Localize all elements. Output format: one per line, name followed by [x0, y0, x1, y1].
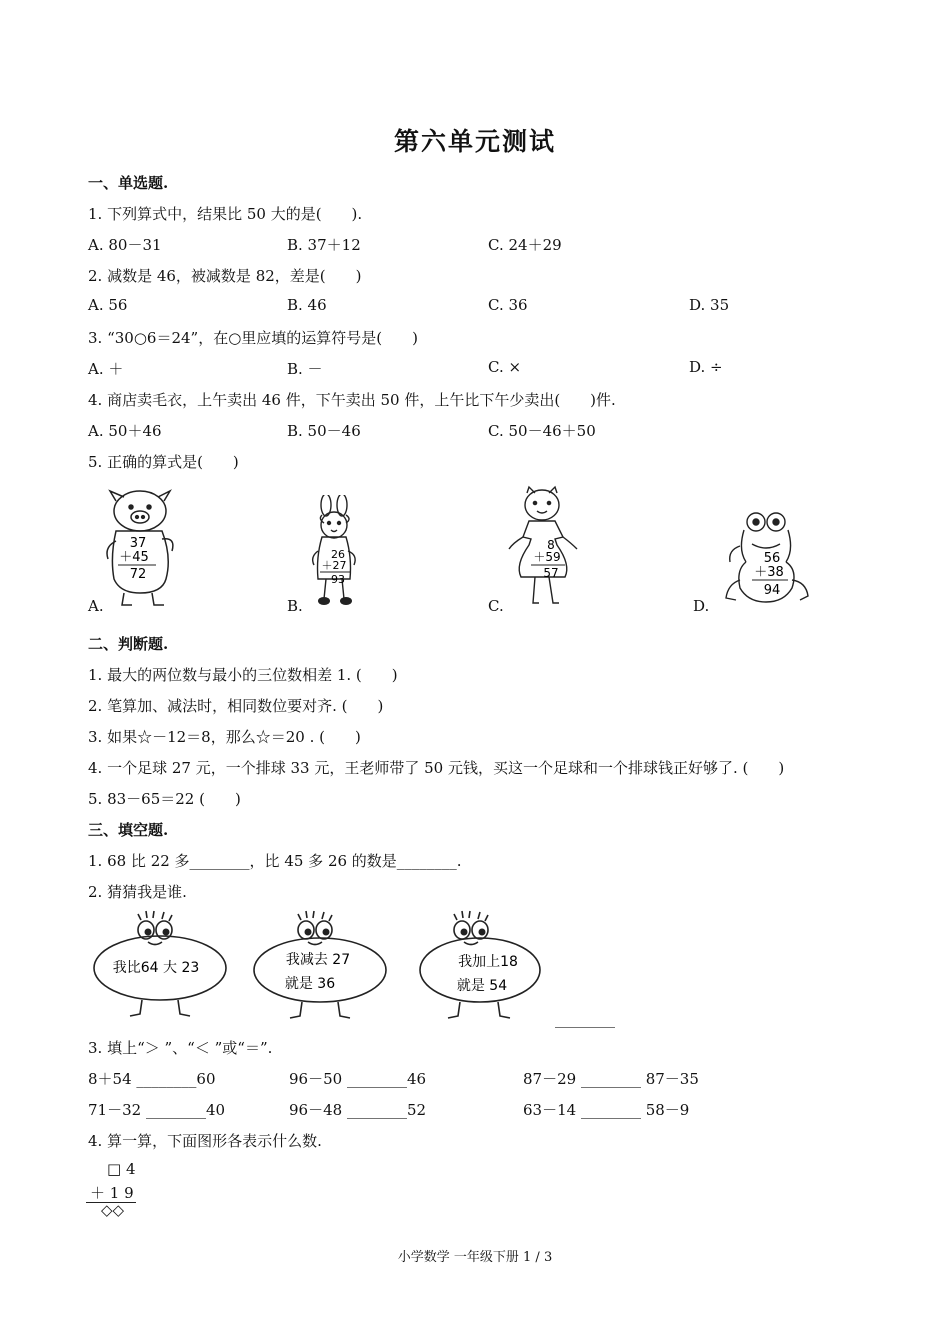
cat-bottom-number: ＋59	[533, 550, 561, 564]
rabbit-illustration	[306, 495, 366, 609]
tf-question-4: 4. 一个足球 27 元，一个排球 33 元，王老师带了 50 元钱，买这一个足球和一个排球钱正好够了. ( )	[88, 759, 785, 777]
mc-q3-option-c: C. ×	[488, 358, 522, 376]
frog-bottom-number: ＋38	[754, 565, 784, 580]
vertical-addition-addend: ＋ 1 9	[90, 1184, 134, 1202]
compare-item-2: 96－50 ________46	[289, 1070, 427, 1088]
mc-q2-option-a: A. 56	[88, 296, 128, 314]
answer-blank[interactable]: ________	[555, 1010, 615, 1028]
mc-q2-option-d: D. 35	[689, 296, 730, 314]
mc-question-5: 5. 正确的算式是( )	[88, 453, 239, 471]
mc-q1-option-a: A. 80－31	[88, 236, 162, 254]
pig-illustration	[100, 487, 180, 609]
egg-3-line-2: 就是 54	[456, 978, 508, 994]
mc-q3-option-d: D. ÷	[689, 358, 723, 376]
compare-item-4: 71－32 ________40	[88, 1101, 226, 1119]
page-footer: 小学数学 一年级下册 1 / 3	[397, 1250, 553, 1265]
rabbit-bottom-number: ＋27	[321, 559, 347, 572]
mc-q4-option-b: B. 50－46	[287, 422, 361, 440]
mc-q5-option-d: D.	[693, 597, 710, 615]
rabbit-top-number: 26	[331, 548, 345, 561]
tf-question-2: 2. 笔算加、减法时，相同数位要对齐. ( )	[88, 697, 384, 715]
mc-q1-option-c: C. 24＋29	[488, 236, 562, 254]
egg-1-line-1: 我比64 大 23	[112, 960, 200, 976]
mc-q4-option-a: A. 50＋46	[88, 422, 162, 440]
egg-character-2	[248, 906, 398, 1024]
egg-character-3	[414, 906, 564, 1024]
mc-q2-option-c: C. 36	[488, 296, 528, 314]
mc-question-1: 1. 下列算式中，结果比 50 大的是( ).	[88, 205, 363, 223]
frog-illustration	[722, 510, 822, 610]
mc-q5-option-b: B.	[287, 597, 303, 615]
compare-item-3: 87－29 ________ 87－35	[523, 1070, 699, 1088]
mc-q5-option-a: A.	[88, 597, 104, 615]
mc-question-2: 2. 减数是 46，被减数是 82，差是( )	[88, 267, 362, 285]
mc-q5-option-c: C.	[488, 597, 504, 615]
mc-q1-option-b: B. 37＋12	[287, 236, 361, 254]
rabbit-result-number: 93	[331, 573, 345, 586]
compare-item-6: 63－14 ________ 58－9	[523, 1101, 690, 1119]
egg-3-line-1: 我加上18	[458, 954, 518, 970]
egg-2-line-2: 就是 36	[284, 976, 336, 992]
compare-item-5: 96－48 ________52	[289, 1101, 427, 1119]
fill-question-1: 1. 68 比 22 多________，比 45 多 26 的数是________.	[88, 852, 462, 870]
pig-result-number: 72	[129, 567, 147, 582]
section-heading-fill-in: 三、填空题.	[88, 821, 169, 839]
vertical-addition-result: ◇◇	[101, 1201, 125, 1219]
tf-question-1: 1. 最大的两位数与最小的三位数相差 1. ( )	[88, 666, 398, 684]
mc-q3-option-b: B. －	[287, 360, 323, 378]
cat-result-number: 57	[543, 566, 559, 580]
section-heading-true-false: 二、判断题.	[88, 635, 169, 653]
compare-item-1: 8＋54 ________60	[88, 1070, 216, 1088]
pig-bottom-number: ＋45	[119, 550, 149, 565]
mc-q4-option-c: C. 50－46＋50	[488, 422, 596, 440]
frog-top-number: 56	[763, 551, 781, 566]
tf-question-3: 3. 如果☆－12＝8，那么☆＝20 . ( )	[88, 728, 361, 746]
egg-character-1	[86, 906, 236, 1024]
fill-question-3: 3. 填上“＞ ”、“＜ ”或“＝”.	[88, 1039, 273, 1057]
vertical-addition-top: □ 4	[107, 1160, 136, 1178]
cat-illustration	[505, 485, 585, 609]
mc-q3-option-a: A. ＋	[88, 360, 124, 378]
tf-question-5: 5. 83－65＝22 ( )	[88, 790, 241, 808]
frog-result-number: 94	[763, 583, 781, 598]
cat-top-number: 8	[547, 538, 555, 552]
page-title: 第六单元测试	[393, 127, 556, 156]
pig-top-number: 37	[129, 536, 147, 551]
mc-question-4: 4. 商店卖毛衣，上午卖出 46 件，下午卖出 50 件，上午比下午少卖出( )件.	[88, 391, 616, 409]
section-heading-single-choice: 一、单选题.	[88, 174, 169, 192]
fill-question-4: 4. 算一算，下面图形各表示什么数.	[88, 1132, 322, 1150]
mc-question-3: 3. “30○6＝24”，在○里应填的运算符号是( )	[88, 329, 419, 347]
fill-question-2: 2. 猜猜我是谁.	[88, 883, 187, 901]
mc-q2-option-b: B. 46	[287, 296, 327, 314]
egg-2-line-1: 我减去 27	[285, 952, 351, 968]
